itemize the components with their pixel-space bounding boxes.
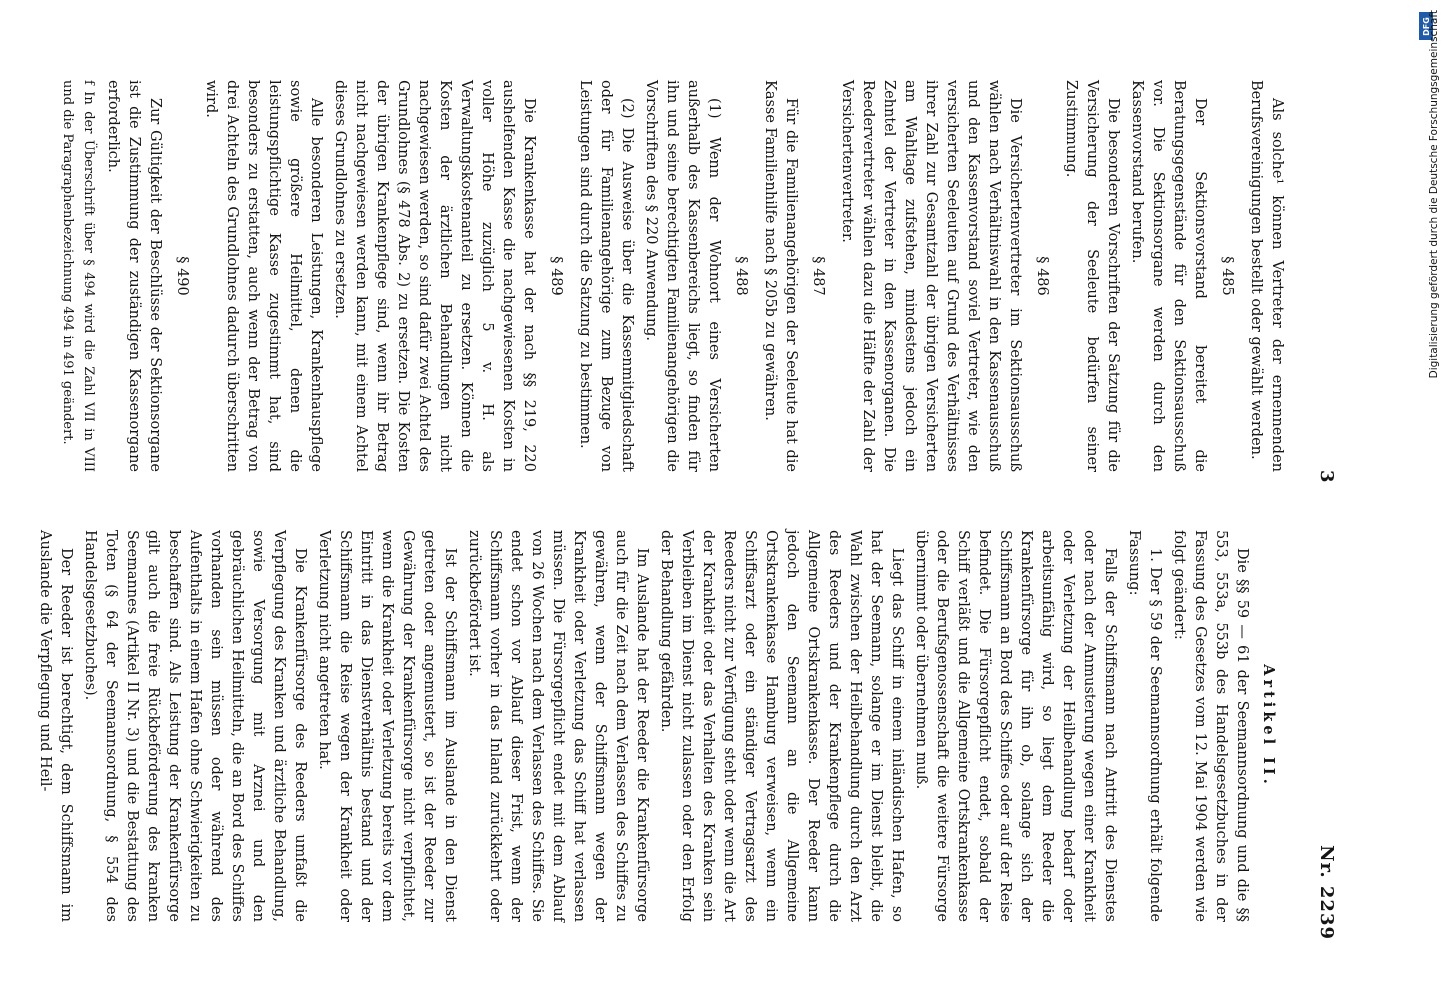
paragraph: Die Krankenfürsorge des Reeders umfaßt die Verpflegung des Kranken und ärztliche Behandlung, sowie Versorgung mit Arznei und den gebräuchlichen Heilmitteln, die an Bord des Schiffes vorhanden sein müssen oder während des Aufenthalts in einem Hafen ohne Schwierigkeiten zu beschaffen sind. Als Leistung der Krankenfürsorge gilt auch die freie Rückbeförderung des kranken Seemannes (Artikel II Nr. 3) und die Bestattung des Toten (§ 64 der Seemannsordnung, § 554 des Handelsgesetzbuches). — [82, 530, 308, 922]
paragraph: Falls der Schiffsmann nach Antritt des Dienstes oder nach der Anmusterung wegen einer Krankheit oder Verletzung der Heilbehandlung bedarf oder arbeitsunfähig wird, so liegt dem Reeder die Krankenfürsorge für ihn ob, solange sich der Schiffsmann an Bord des Schiffes oder auf der Reise befindet. Die Fürsorgepflicht endet, sobald der Schiff verläßt und die Allgemeine Ortskrankenkasse oder die Berufsgenossenschaft die weitere Fürsorge übernimmt oder übernehmen muß. — [913, 530, 1118, 922]
right-column — [31, 530, 1287, 922]
paragraph: (1) Wenn der Wohnort eines Versicherten außerhalb des Kassenbereichs liegt, so finden für ihn und seine berechtigten Familienangehörigen die Vorschriften des § 220 Anwendung. — [643, 80, 722, 472]
page-header — [1307, 80, 1337, 940]
paragraph: (2) Die Ausweise über die Kassenmitgliedschaft oder für Familienangehörige zum Bezuge von Leistungen sind durch die Satzung zu bestimmen. — [577, 80, 635, 472]
section-heading-488: § 488 — [733, 256, 749, 296]
rotated-page-content — [37, 80, 1337, 940]
series-number: Nr. 2239 — [1316, 845, 1337, 940]
paragraph: Als solche¹ können Vertreter der ernennenden Berufsvereinigungen bestellt oder gewählt werden. — [1248, 80, 1285, 472]
paragraph: Ist der Schiffsmann im Auslande in den Dienst getreten oder angemustert, so ist der Reeder zur Gewährung der Krankenfürsorge nicht verpflichtet, wenn die Krankheit oder Verletzung bereits vor dem Eintritt in das Dienstverhältnis bestand und der Schiffsmann die Reise wegen der Krankheit oder Verletzung nicht angetreten hat. — [316, 530, 458, 922]
section-heading-485: § 485 — [1219, 256, 1235, 296]
dfg-logo-text: DFG — [1421, 16, 1431, 36]
paragraph: Zur Gültigkeit der Beschlüsse der Sektionsorgane ist die Zustimmung der zuständigen Kassenorgane erforderlich. — [105, 80, 163, 472]
section-heading-487: § 487 — [810, 256, 826, 296]
paragraph: Der Reeder ist berechtigt, dem Schiffsmann im Auslande die Verpflegung und Heil- — [37, 530, 74, 922]
paragraph: Die Krankenkasse hat der nach §§ 219, 220 aushelfenden Kasse die nachgewiesenen Kosten in voller Höhe zuzüglich 5 v. H. als Verwaltungskostenanteil zu ersetzen. Können die Kosten der ärztlichen Behandlungen nicht nachgewiesen werden, so sind dafür zwei Achtel des Grundlohnes (§ 478 Abs. 2) zu ersetzen. Die Kosten der übrigen Krankenpflege sind, wenn ihr Betrag nicht nachgewiesen werden kann, mit einem Achtel dieses Grundlohnes zu ersetzen. — [332, 80, 537, 472]
section-heading-489: § 489 — [548, 256, 564, 296]
list-item: 1. Der § 59 der Seemannsordnung erhält folgende Fassung: — [1126, 530, 1163, 922]
digitization-note: Digitalisierung gefördert durch die Deutsche Forschungsgemeinschaft — [1428, 10, 1440, 379]
paragraph: Die besonderen Vorschriften der Satzung für die Versicherung der Seeleute bedürfen seiner Zustimmung. — [1063, 80, 1121, 472]
paragraph: Liegt das Schiff in einem inländischen Hafen, so hat der Seemann, solange er im Dienst bleibt, die Wahl zwischen der Heilbehandlung durch den Arzt des Reeders und der Krankenpflege durch die Allgemeine Ortskrankenkasse. Der Reeder kann jedoch den Seemann an die Allgemeine Ortskrankenkasse Hamburg verweisen, wenn ein Schiffsarzt oder ein ständiger Vertragsarzt des Reeders nicht zur Verfügung steht oder wenn die Art der Krankheit oder das Verhalten des Kranken sein Verbleiben im Dienst nicht zulassen oder den Erfolg der Behandlung gefährden. — [658, 530, 905, 922]
section-heading-490: § 490 — [174, 256, 190, 296]
paragraph: Für die Familienangehörigen der Seeleute hat die Kasse Familienhilfe nach § 205b zu gewähren. — [762, 80, 799, 472]
paragraph: Der Sektionsvorstand bereitet die Beratungsgegenstände für den Sektionsausschuß vor. Die Sektionsorgane werden durch den Kassenvorstand berufen. — [1129, 80, 1208, 472]
paragraph: Die §§ 59 — 61 der Seemannsordnung und die §§ 553, 553a, 553b des Handelsgesetzbuches in der Fassung des Gesetzes vom 12. Mai 1904 werden wie folgt geändert: — [1171, 530, 1250, 922]
section-heading-486: § 486 — [1034, 256, 1050, 296]
left-column — [54, 80, 1287, 472]
article-heading: Artikel II. — [1260, 664, 1277, 788]
paragraph: Im Auslande hat der Reeder die Krankenfürsorge auch für die Zeit nach dem Verlassen des Schiffes zu gewähren, wenn der Schiffsmann wegen der Krankheit oder Verletzung das Schiff hat verlassen müssen. Die Fürsorgepflicht endet mit dem Ablauf von 26 Wochen nach dem Verlassen des Schiffes. Sie endet schon vor Ablauf dieser Frist, wenn der Schiffsmann vorher in das Inland zurückkehrt oder zurückbefördert ist. — [466, 530, 650, 922]
paragraph: Die Versichertenvertreter im Sektionsausschuß wählen nach Verhältniswahl in den Kassenausschuß und den Kassenvorstand soviel Vertreter, wie den versicherten Seeleuten auf Grund des Verhältnisses ihrer Zahl zur Gesamtzahl der übrigen Versicherten am Wahltage zufstehen, mindestens jedoch ein Zehntel der Vertreter in den Kassenorganen. Die Reedervertreter wählen dazu die Hälfte der Zahl der Versichertenvertreter. — [839, 80, 1023, 472]
paragraph: Alle besonderen Leistungen, Krankenhauspflege sowie größere Heilmittel, denen die leistungspflichtige Kasse zugestimmt hat, sind besonders zu erstatten, auch wenn der Betrag von drei Achteln des Grundlohnes dadurch überschritten wird. — [203, 80, 324, 472]
footnote: f In der Überschrift über § 494 wird die Zahl VII in VIII und die Paragraphenbezeichnung 494 in 491 geändert. — [60, 80, 96, 472]
page-number: 3 — [1316, 470, 1337, 483]
